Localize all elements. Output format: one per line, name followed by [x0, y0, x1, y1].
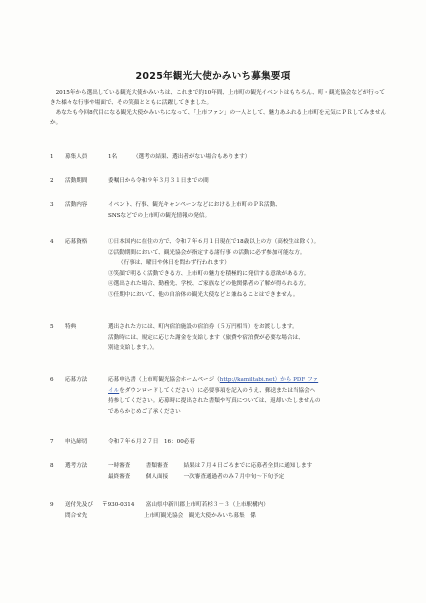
eligibility-item: ①日本国内に在住の方で、令和７年６月１日現在で18歳以上の方（高校生は除く）。: [108, 239, 320, 245]
selection-row: [108, 472, 398, 483]
eligibility-note: （行事は、曜日や休日を問わず行われます）: [118, 260, 230, 266]
benefit-line: 活動時には、規定に応じた謝金を支給します（旅費や宿泊費が必要な場合は、: [108, 334, 304, 341]
recruit-note: （選考の結果、選出者がない場合もあります）: [132, 154, 251, 160]
postal-code: 〒930-0314: [102, 502, 135, 508]
application-text: をダウンロードしてください）に必要事項を記入のうえ、郵送または当協会へ: [119, 387, 316, 394]
address: 富山県中新川郡上市町若杉３－３（上市駅構内）: [145, 502, 269, 508]
intro-paragraph-1: 2015年から選出している観光大使かみいちは、これまで約10年間、上市町の観光イベントはもちろん、町・観光協会などが行ってきた様々な行事や場面で、その笑顔とともに活躍してきました。: [50, 90, 385, 106]
recruit-count: 1名: [108, 154, 118, 160]
organization: 上市町観光協会 観光大使かみいち募集 係: [144, 512, 256, 519]
selection-type: 書類審査: [145, 463, 169, 469]
section-label: 選考方法: [65, 463, 88, 469]
selection-type: 個人面接: [145, 473, 169, 480]
section-label: 申込締切: [65, 439, 88, 445]
pdf-link-continued[interactable]: イル: [108, 387, 120, 394]
section-label: 送付先及び: [65, 502, 93, 508]
website-link[interactable]: http://kamiltabi.net: [219, 377, 275, 383]
intro-paragraph-2: あなたも今回8代目になる観光大使かみいちになって、「上市ファン」の一人として、魅力あふれる上市町を元気にＰＲしてみませんか。: [50, 110, 387, 126]
eligibility-item: ⑤任期中において、他の自治体の観光大使などと兼ねることはできません。: [108, 291, 299, 298]
section-label: 応募方法: [65, 377, 88, 383]
section-label: 問合せ先: [65, 512, 88, 519]
section-number: 9: [50, 502, 54, 508]
section-number: 1: [50, 154, 54, 160]
section-number: 2: [50, 178, 54, 184]
application-text: 応募申込書（上市町観光協会ホームページ（: [108, 377, 220, 383]
section-number: 3: [50, 202, 54, 208]
activity-period-value: 委嘱日から令和９年３月３１日までの間: [108, 178, 209, 184]
selection-stage: 一時審査: [108, 463, 131, 469]
section-label: 活動内容: [65, 202, 88, 208]
selection-row: [108, 461, 398, 472]
section-number: 6: [50, 377, 54, 383]
activity-line: SNSなどでの上市町の観光情報の発信。: [108, 212, 211, 219]
eligibility-item: ③笑顔で明るく活動できる方、上市町の魅力を積極的に発信する意欲がある方。: [108, 270, 310, 277]
intro-text: [50, 88, 390, 128]
section-number: 7: [50, 439, 54, 445]
selection-stage: 最終審査: [108, 473, 131, 480]
section-label: 活動期間: [65, 178, 88, 184]
section-label: 募集人員: [65, 154, 88, 160]
section-number: 8: [50, 463, 54, 469]
selection-desc: 結果は７月４日ごろまでに応募者全員に通知します: [183, 463, 313, 469]
deadline-value: 令和７年６月２７日 16：00必着: [108, 439, 195, 445]
section-label: 特典: [65, 324, 77, 330]
benefit-line: 別途支給します。）。: [108, 345, 158, 351]
section-number: 5: [50, 324, 54, 330]
eligibility-item: ④選出された場合、勤務先、学校、ご家族などの他関係者の了解が得られる方。: [108, 281, 310, 287]
activity-line: イベント、行事、観光キャンペーンなどにおける上市町のＰＲ活動、: [108, 202, 281, 208]
section-number: 4: [50, 239, 54, 245]
pdf-link[interactable]: ）から PDF ファ: [274, 377, 319, 383]
benefit-line: 選出された方には、町内宿泊施設の宿泊券（５万円相当）をお渡しします。: [108, 324, 298, 330]
selection-desc: 一次審査通過者のみ７月中旬～下旬予定: [183, 473, 285, 480]
eligibility-item: ②活動期間において、観光協会が指定する諸行事 の活動に必ず参加可能な方。: [108, 249, 306, 256]
application-text: であらかじめご了承ください: [108, 408, 181, 415]
section-label: 応募資格: [65, 239, 88, 245]
page-title: 2025年観光大使かみいち募集要項: [135, 71, 291, 82]
application-text: 持参してください。応募時に提出された書類や写真については、返却いたしませんの: [108, 398, 321, 404]
